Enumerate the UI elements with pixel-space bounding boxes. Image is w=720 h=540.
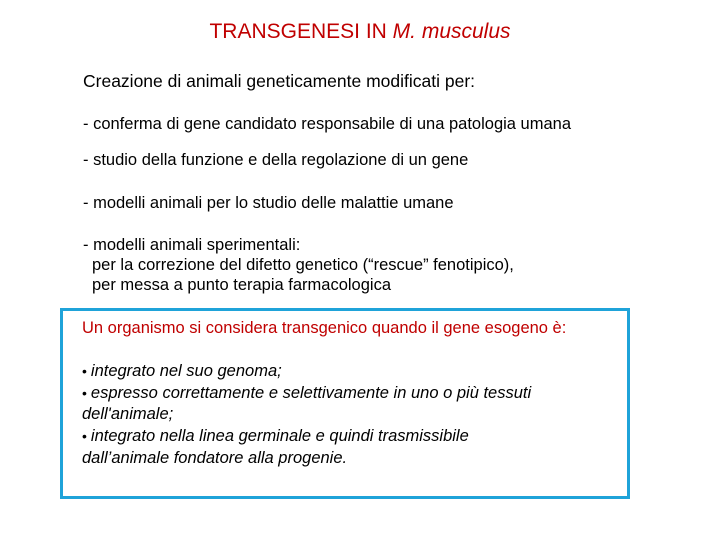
sub-item-2: per messa a punto terapia farmacologica bbox=[92, 276, 391, 294]
box-line-continuation-2: dall’animale fondatore alla progenie. bbox=[82, 449, 348, 467]
section-subtitle: Creazione di animali geneticamente modificati per: bbox=[83, 71, 476, 91]
list-item-4: - modelli animali sperimentali: bbox=[83, 236, 301, 254]
bullet-icon: • bbox=[82, 385, 87, 401]
slide-title bbox=[0, 20, 720, 44]
title-species: M. musculus bbox=[392, 20, 511, 43]
box-line-continuation-1: dell'animale; bbox=[82, 405, 174, 423]
box-line-text: integrato nel suo genoma; bbox=[90, 362, 282, 380]
list-item-2: - studio della funzione e della regolazione di un gene bbox=[83, 151, 469, 169]
title-prefix: TRANSGENESI IN bbox=[209, 20, 393, 43]
sub-item-1: per la correzione del difetto genetico (“rescue” fenotipico), bbox=[92, 256, 514, 274]
box-bullet-line-1 bbox=[82, 361, 282, 382]
box-heading: Un organismo si considera transgenico quando il gene esogeno è: bbox=[82, 319, 567, 337]
box-line-text: espresso correttamente e selettivamente in uno o più tessuti bbox=[90, 384, 532, 402]
box-bullet-line-2 bbox=[82, 383, 531, 404]
box-bullet-line-3 bbox=[82, 426, 469, 447]
bullet-icon: • bbox=[82, 428, 87, 444]
box-line-text: integrato nella linea germinale e quindi trasmissibile bbox=[90, 427, 469, 445]
bullet-icon: • bbox=[82, 363, 87, 379]
list-item-3: - modelli animali per lo studio delle malattie umane bbox=[83, 194, 454, 212]
list-item-1: - conferma di gene candidato responsabile di una patologia umana bbox=[83, 115, 571, 133]
